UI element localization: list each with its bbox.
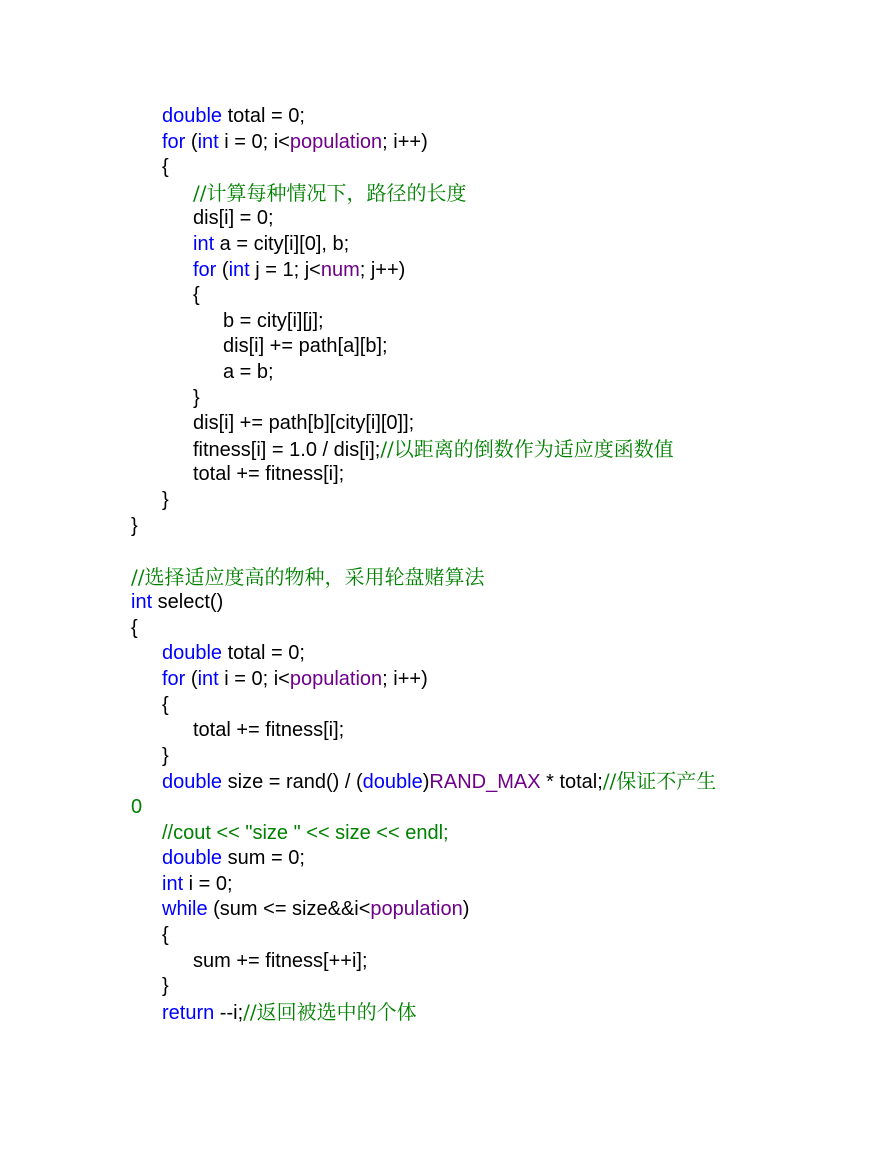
- keyword-token: for: [193, 258, 217, 281]
- code-line: [0, 821, 893, 847]
- keyword-token: int: [131, 591, 153, 614]
- code-line: [0, 437, 893, 463]
- code-listing: [0, 104, 893, 1025]
- code-line: [0, 334, 893, 360]
- code-token: a = city[i][0], b;: [214, 232, 350, 255]
- code-token: }: [162, 975, 169, 998]
- code-token: ): [422, 771, 430, 794]
- code-token: --i;: [214, 1001, 244, 1024]
- code-line: [0, 309, 893, 335]
- code-line: [0, 974, 893, 1000]
- code-token: }: [193, 386, 200, 409]
- code-token: total = 0;: [222, 105, 305, 127]
- code-token: ; i++): [382, 668, 428, 691]
- code-line: [0, 258, 893, 284]
- keyword-token: double: [362, 771, 423, 794]
- code-line: [0, 181, 893, 207]
- code-line: [0, 846, 893, 872]
- keyword-token: while: [162, 898, 208, 921]
- code-line: [0, 616, 893, 642]
- code-line: [0, 949, 893, 975]
- code-line: [0, 206, 893, 232]
- macro-token: population: [289, 668, 383, 691]
- comment-token: 0: [131, 796, 143, 819]
- code-token: (: [216, 258, 229, 281]
- comment-token: //保证不产生: [602, 769, 717, 794]
- code-token: dis[i] = 0;: [193, 207, 274, 230]
- code-token: {: [162, 156, 169, 179]
- code-token: * total;: [540, 771, 603, 794]
- code-token: i = 0; i<: [218, 130, 290, 153]
- code-token: (: [185, 130, 198, 153]
- code-line: [0, 1000, 893, 1026]
- code-line: [0, 923, 893, 949]
- keyword-token: double: [162, 771, 223, 794]
- code-line: [0, 795, 893, 821]
- keyword-token: int: [197, 668, 219, 691]
- code-token: select(): [152, 591, 224, 614]
- code-token: i = 0; i<: [218, 668, 290, 691]
- code-line: [0, 641, 893, 667]
- code-token: }: [162, 488, 169, 511]
- keyword-token: return: [162, 1001, 215, 1024]
- code-line: [0, 155, 893, 181]
- code-token: (sum <= size&&i<: [207, 898, 371, 921]
- code-token: j = 1; j<: [249, 258, 321, 281]
- code-line: [0, 744, 893, 770]
- code-token: size = rand() / (: [222, 771, 363, 794]
- keyword-token: int: [197, 130, 219, 153]
- code-line: [0, 590, 893, 616]
- code-token: fitness[i] = 1.0 / dis[i];: [193, 438, 381, 461]
- code-token: {: [193, 284, 200, 307]
- keyword-token: double: [162, 642, 223, 665]
- code-token: b = city[i][j];: [223, 309, 324, 332]
- code-line: [0, 104, 893, 130]
- code-token: a = b;: [223, 360, 274, 383]
- keyword-token: int: [228, 258, 250, 281]
- code-line: [0, 386, 893, 412]
- code-line: [0, 897, 893, 923]
- code-token: {: [162, 693, 169, 716]
- comment-token: //以距离的倒数作为适应度函数值: [380, 436, 674, 461]
- keyword-token: for: [162, 668, 186, 691]
- code-token: sum = 0;: [222, 847, 305, 870]
- code-token: total += fitness[i];: [193, 719, 345, 742]
- code-token: (: [185, 668, 198, 691]
- code-token: }: [131, 514, 138, 537]
- macro-token: num: [320, 258, 360, 281]
- comment-token: //返回被选中的个体: [243, 999, 417, 1024]
- code-line: [0, 360, 893, 386]
- keyword-token: int: [162, 872, 184, 895]
- code-token: {: [131, 616, 138, 639]
- keyword-token: double: [162, 105, 223, 127]
- code-token: sum += fitness[++i];: [193, 949, 368, 972]
- keyword-token: double: [162, 847, 223, 870]
- code-token: total = 0;: [222, 642, 305, 665]
- code-line: [0, 539, 893, 565]
- code-line: [0, 514, 893, 540]
- code-line: [0, 283, 893, 309]
- code-line: [0, 130, 893, 156]
- code-line: [0, 693, 893, 719]
- code-token: i = 0;: [183, 872, 233, 895]
- code-line: [0, 667, 893, 693]
- macro-token: RAND_MAX: [429, 771, 541, 794]
- code-line: [0, 462, 893, 488]
- code-line: [0, 232, 893, 258]
- macro-token: population: [370, 898, 463, 921]
- code-line: [0, 769, 893, 795]
- code-token: dis[i] += path[b][city[i][0]];: [193, 412, 415, 435]
- code-line: [0, 718, 893, 744]
- code-line: [0, 488, 893, 514]
- code-token: total += fitness[i];: [193, 463, 345, 486]
- code-token: {: [162, 924, 169, 946]
- code-token: dis[i] += path[a][b];: [223, 335, 388, 358]
- code-token: ): [462, 898, 470, 921]
- macro-token: population: [289, 130, 383, 153]
- code-token: ; j++): [359, 258, 406, 281]
- code-line: [0, 565, 893, 591]
- code-line: [0, 872, 893, 898]
- code-token: ; i++): [382, 130, 428, 153]
- code-token: }: [162, 744, 169, 767]
- comment-token: //cout << "size " << size << endl;: [162, 821, 449, 844]
- comment-token: //计算每种情况下，路径的长度: [193, 180, 467, 205]
- comment-token: //选择适应度高的物种，采用轮盘赌算法: [131, 564, 485, 589]
- keyword-token: for: [162, 130, 186, 153]
- code-line: [0, 411, 893, 437]
- keyword-token: int: [193, 232, 215, 255]
